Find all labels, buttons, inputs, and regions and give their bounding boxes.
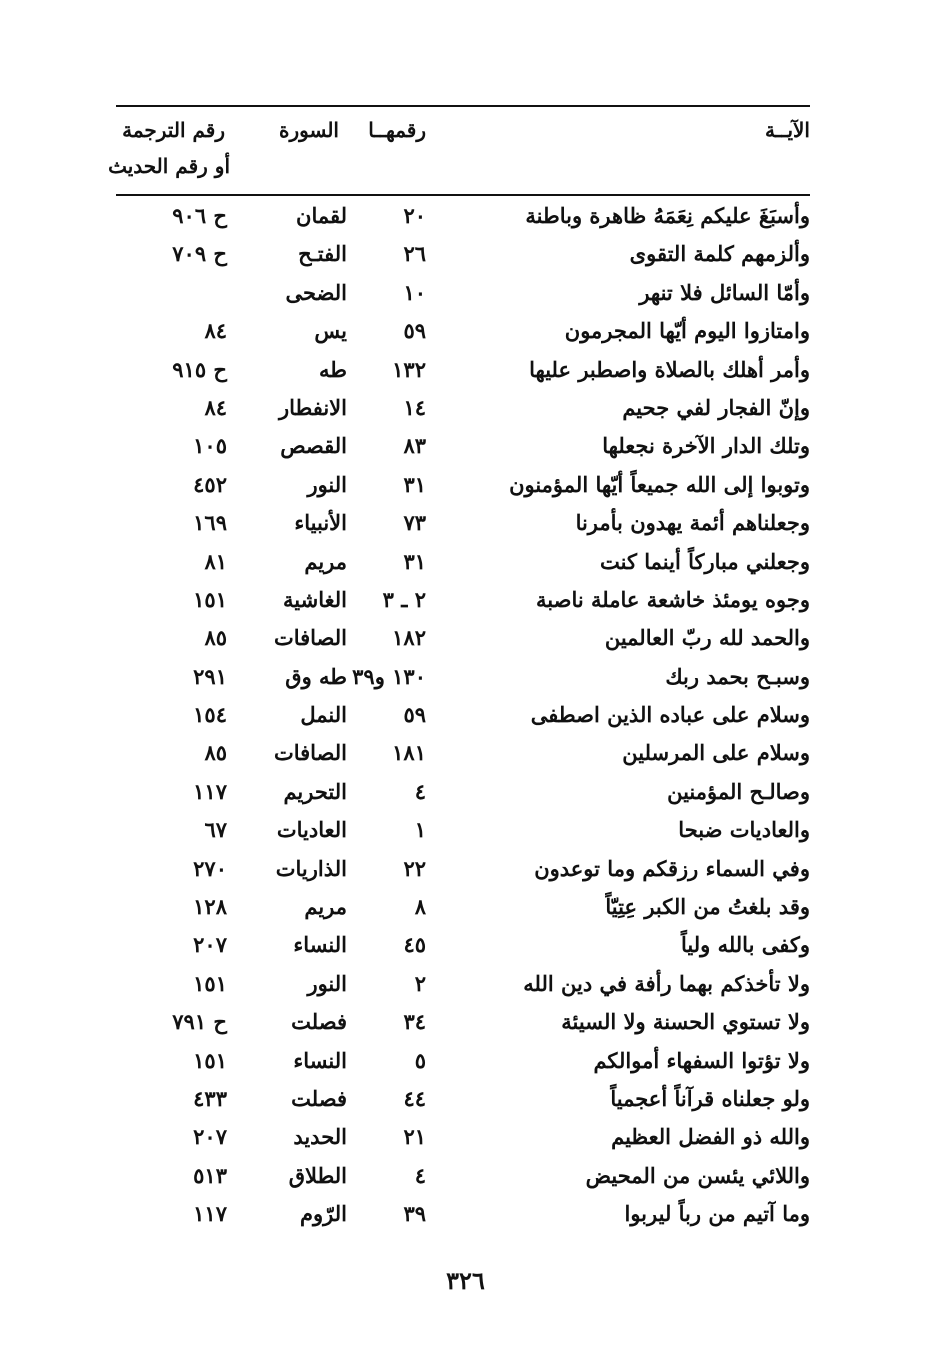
surah-name: فصلت (291, 1085, 347, 1111)
table-row (0, 774, 931, 812)
surah-name: الطلاق (288, 1162, 347, 1188)
ayah-number: ٧٣ (403, 510, 426, 536)
reference-number: ٨٥ (204, 625, 227, 651)
ayah-text: وجوه يومئذ خاشعة عاملة ناصبة (536, 586, 810, 612)
table-row (0, 428, 931, 466)
header-reference-line1: رقم الترجمة (122, 118, 225, 142)
ayah-number: ١٨١ (392, 740, 426, 766)
ayah-number: ١٣٢ (392, 356, 426, 382)
table-row (0, 236, 931, 274)
index-table (0, 198, 931, 1235)
table-row (0, 620, 931, 658)
ayah-number: ٤٥ (403, 932, 426, 958)
ayah-text: وقد بلغتُ من الكبر عِتِيّاً (605, 894, 810, 920)
header-reference-line2: أو رقم الحديث (108, 154, 230, 178)
surah-name: النساء (293, 1047, 347, 1073)
reference-number: ح ٩١٥ (172, 356, 227, 382)
reference-number: ٨٤ (204, 394, 227, 420)
ayah-text: وسلام على عباده الذين اصطفى (530, 702, 810, 728)
ayah-number: ٨٣ (403, 433, 426, 459)
table-row (0, 812, 931, 850)
surah-name: لقمان (296, 203, 347, 228)
reference-number: ٨٥ (204, 740, 227, 766)
ayah-text: وأسبَغَ عليكم نِعَمَهُ ظاهرة وباطنة (525, 203, 810, 228)
ayah-text: وصالـح المؤمنين (667, 778, 810, 804)
ayah-number: ٣٤ (403, 1009, 426, 1035)
ayah-text: وما آتيم من رباً ليربوا (624, 1201, 810, 1227)
table-row (0, 198, 931, 236)
surah-name: الذاريات (275, 855, 347, 881)
table-row (0, 582, 931, 620)
table-row (0, 927, 931, 965)
ayah-text: والعاديات ضبحا (678, 817, 810, 843)
ayah-text: ولا تأخذكم بهما رأفة في دين الله (523, 970, 810, 996)
table-row (0, 851, 931, 889)
reference-number: ٤٣٣ (193, 1085, 227, 1111)
ayah-number: ٤ (414, 1162, 426, 1188)
ayah-text: وامتازوا اليوم أيّها المجرمون (564, 318, 810, 344)
ayah-number: ١ (414, 817, 426, 843)
ayah-number: ٢٦ (403, 241, 426, 267)
reference-number: ح ٩٠٦ (172, 203, 227, 228)
header-surah: السورة (279, 118, 339, 142)
table-row (0, 467, 931, 505)
ayah-text: والحمد لله ربّ العالمين (604, 625, 810, 651)
reference-number: ١٥١ (193, 1047, 227, 1073)
table-row (0, 1158, 931, 1196)
ayah-text: واللائي يئسن من المحيض (585, 1162, 810, 1188)
table-row (0, 544, 931, 582)
ayah-number: ١٤ (403, 394, 426, 420)
ayah-text: والله ذو الفضل العظيم (611, 1124, 810, 1150)
ayah-text: وأمّا السائل فلا تنهر (639, 279, 810, 305)
surah-name: الضحى (285, 279, 347, 305)
surah-name: فصلت (291, 1009, 347, 1035)
reference-number: ١٢٨ (193, 894, 227, 920)
table-row (0, 735, 931, 773)
surah-name: التحريم (283, 778, 347, 804)
surah-name: الفتـح (298, 241, 347, 267)
reference-number: ٦٧ (204, 817, 227, 843)
header-rule (116, 194, 810, 196)
surah-name: مريم (304, 548, 347, 574)
reference-number: ١١٧ (193, 1201, 227, 1227)
ayah-text: وسبـح بحمد ربك (665, 663, 810, 689)
surah-name: يس (314, 318, 347, 344)
ayah-text: وفي السماء رزقكم وما توعدون (534, 855, 810, 881)
table-row (0, 1004, 931, 1042)
ayah-number: ٢١ (403, 1124, 426, 1150)
surah-name: النساء (293, 932, 347, 958)
ayah-text: وتوبوا إلى الله جميعاً أيّها المؤمنون (509, 471, 810, 497)
surah-name: الغاشية (283, 586, 347, 612)
ayah-text: وجعلني مباركاً أينما كنت (599, 548, 810, 574)
ayah-number: ٥ (414, 1047, 426, 1073)
table-row (0, 313, 931, 351)
ayah-number: ٨ (414, 894, 426, 920)
table-row (0, 1119, 931, 1157)
ayah-text: وأمر أهلك بالصلاة واصطبر عليها (529, 356, 810, 382)
reference-number: ١١٧ (193, 778, 227, 804)
table-row (0, 505, 931, 543)
table-row (0, 1196, 931, 1234)
surah-name: الصافات (273, 625, 347, 651)
reference-number: ٨٤ (204, 318, 227, 344)
table-row (0, 275, 931, 313)
header-number: رقمهــا (368, 118, 426, 142)
table-row (0, 966, 931, 1004)
reference-number: ٢٠٧ (193, 1124, 227, 1150)
ayah-text: وألزمهم كلمة التقوى (629, 241, 810, 267)
ayah-number: ٢٠ (403, 203, 426, 228)
table-row (0, 1081, 931, 1119)
reference-number: ١٥١ (193, 970, 227, 996)
ayah-number: ٥٩ (403, 702, 426, 728)
ayah-text: وسلام على المرسلين (622, 740, 810, 766)
surah-name: مريم (304, 894, 347, 920)
surah-name: الحديد (293, 1124, 347, 1150)
reference-number: ٢٧٠ (193, 855, 227, 881)
table-row (0, 1043, 931, 1081)
surah-name: الرّوم (300, 1201, 347, 1227)
ayah-number: ٣١ (403, 548, 426, 574)
reference-number: ٤٥٢ (193, 471, 227, 497)
surah-name: الصافات (273, 740, 347, 766)
reference-number: ٥١٣ (193, 1162, 227, 1188)
table-row (0, 659, 931, 697)
table-row (0, 889, 931, 927)
ayah-text: وكفى بالله ولياً (680, 932, 810, 958)
ayah-text: وإنّ الفجار لفي جحيم (622, 394, 810, 420)
ayah-number: ٥٩ (403, 318, 426, 344)
header-ayah: الآيــة (765, 118, 810, 142)
surah-name: النمل (300, 702, 347, 728)
ayah-number: ٤ (414, 778, 426, 804)
top-rule (116, 105, 810, 107)
ayah-text: ولو جعلناه قرآناً أعجمياً (610, 1085, 810, 1111)
ayah-number: ٢ (414, 970, 426, 996)
ayah-number: ١٨٢ (392, 625, 426, 651)
surah-name: طه وق (285, 663, 347, 689)
reference-number: ٨١ (204, 548, 227, 574)
ayah-number: ٣١ (403, 471, 426, 497)
reference-number: ٢٠٧ (193, 932, 227, 958)
ayah-text: ولا تستوي الحسنة ولا السيئة (561, 1009, 810, 1035)
table-row (0, 390, 931, 428)
table-row (0, 697, 931, 735)
reference-number: ١٦٩ (193, 510, 227, 536)
page-number: ٣٢٦ (446, 1266, 485, 1295)
reference-number: ٢٩١ (193, 663, 227, 689)
ayah-text: وجعلناهم أئمة يهدون بأمرنا (575, 510, 810, 536)
ayah-text: ولا تؤتوا السفهاء أموالكم (593, 1047, 810, 1073)
surah-name: الأنبياء (294, 510, 347, 536)
surah-name: النور (307, 471, 347, 497)
surah-name: العاديات (276, 817, 347, 843)
reference-number: ١٥٤ (193, 702, 227, 728)
table-row (0, 352, 931, 390)
surah-name: الانفطار (278, 394, 347, 420)
surah-name: القصص (280, 433, 347, 459)
ayah-number: ٢٢ (403, 855, 426, 881)
ayah-number: ١٣٠ و٣٩ (352, 663, 426, 689)
ayah-number: ١٠ (403, 279, 426, 305)
surah-name: النور (307, 970, 347, 996)
reference-number: ١٠٥ (193, 433, 227, 459)
reference-number: ح ٧٩١ (172, 1009, 227, 1035)
ayah-number: ٣٩ (403, 1201, 426, 1227)
ayah-number: ٤٤ (403, 1085, 426, 1111)
reference-number: ح ٧٠٩ (172, 241, 227, 267)
ayah-text: وتلك الدار الآخرة نجعلها (602, 433, 810, 459)
surah-name: طه (319, 356, 347, 382)
reference-number: ١٥١ (193, 586, 227, 612)
ayah-number: ٢ ـ ٣ (382, 586, 426, 612)
